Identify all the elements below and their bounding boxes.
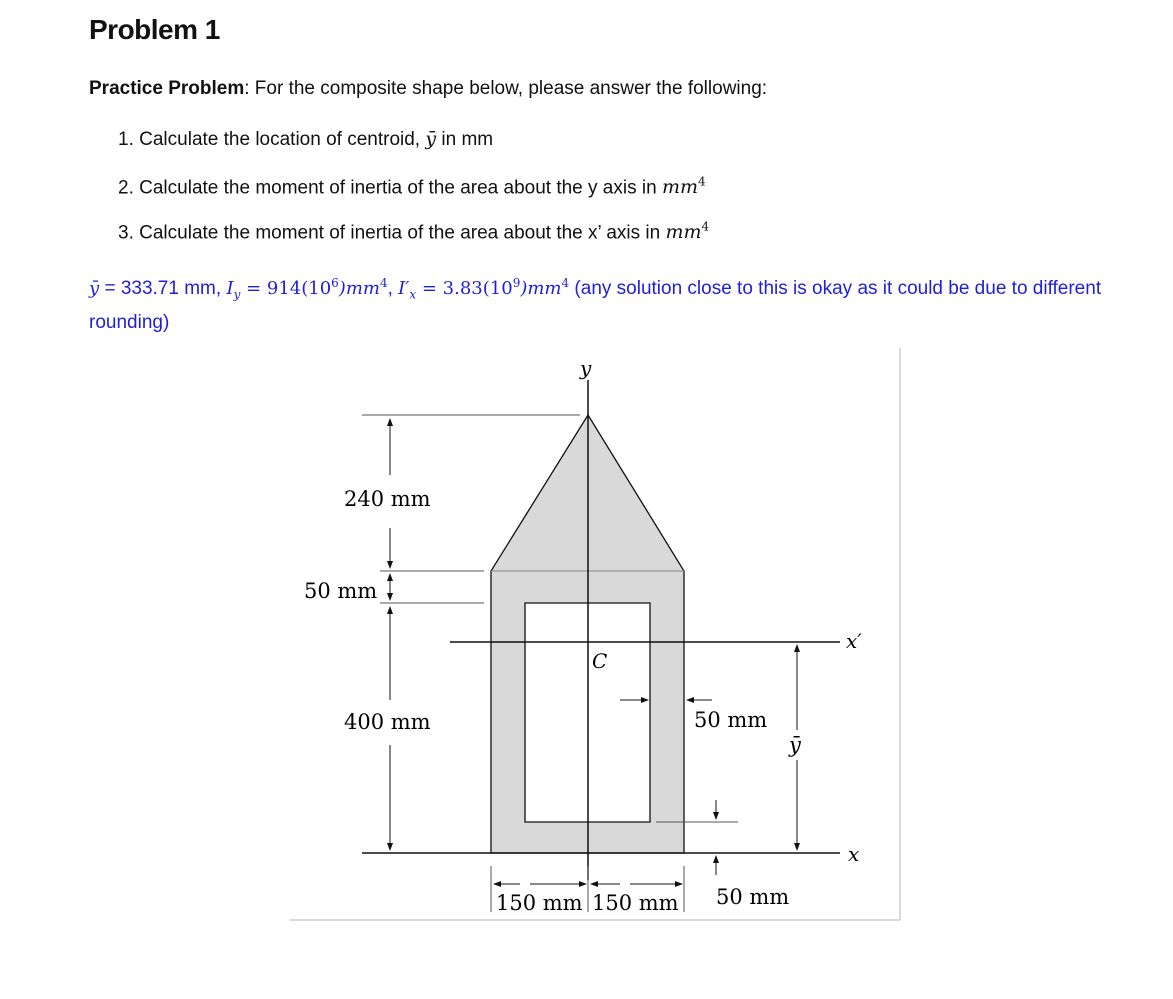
answer-text: ȳ = 333.71 mm, $I_y = 914(10^6)mm^4$, $I'_x = 3.83(10^9)mm^4$ (any solution close to this is okay as it could be due to different rounding) bbox=[89, 276, 1102, 333]
question-text: Calculate the moment of inertia of the area about the y axis in bbox=[139, 177, 657, 199]
intro-body: : For the composite shape below, please answer the following: bbox=[244, 78, 768, 99]
ix-unit: )mm bbox=[520, 278, 562, 299]
question-number: 3. bbox=[118, 222, 134, 244]
ix-value: = 3.83(10 bbox=[416, 278, 513, 299]
iy-exponent: 6 bbox=[331, 276, 339, 290]
math-ybar: ȳ bbox=[425, 128, 437, 150]
question-text: Calculate the moment of inertia of the area about the x’ axis in bbox=[139, 222, 661, 244]
question-number: 1. bbox=[118, 129, 134, 150]
unit-text: mm bbox=[661, 176, 698, 199]
question-tail: in mm bbox=[441, 129, 494, 150]
x-axis-label: x bbox=[848, 842, 860, 866]
page-title: Problem 1 bbox=[89, 14, 220, 45]
dim-50-right-label: 50 mm bbox=[694, 708, 768, 732]
answer-note: (any solution close to this is okay as it could be due to different rounding) bbox=[89, 278, 1102, 333]
unit-exponent: 4 bbox=[698, 175, 706, 189]
ix-symbol: I′ bbox=[398, 278, 410, 299]
x-prime-axis-label: x′ bbox=[846, 629, 862, 653]
iy-unit: )mm bbox=[338, 278, 380, 299]
answer-ybar-value: = 333.71 mm, bbox=[99, 278, 227, 299]
unit-exponent: 4 bbox=[701, 220, 710, 234]
question-text: Calculate the location of centroid, bbox=[139, 129, 421, 150]
iy-unit-exponent: 4 bbox=[379, 276, 388, 290]
question-number: 2. bbox=[118, 177, 134, 199]
ix-subscript: x bbox=[409, 287, 417, 302]
y-axis-label: y bbox=[580, 356, 592, 380]
dim-400-label: 400 mm bbox=[344, 710, 431, 734]
dim-ybar-label: ȳ bbox=[789, 733, 801, 757]
ix-exponent: 9 bbox=[512, 276, 521, 290]
iy-value: = 914(10 bbox=[240, 278, 332, 299]
dim-50-bottom-label: 50 mm bbox=[716, 885, 790, 909]
centroid-label: C bbox=[592, 649, 608, 673]
iy-symbol: I bbox=[226, 278, 234, 299]
dim-150-right-label: 150 mm bbox=[592, 891, 679, 915]
ix-unit-exponent: 4 bbox=[561, 276, 570, 290]
answer-ybar-symbol: ȳ bbox=[89, 278, 100, 299]
dim-50-left-label: 50 mm bbox=[304, 579, 378, 603]
dim-240-label: 240 mm bbox=[344, 487, 431, 511]
dim-150-left-label: 150 mm bbox=[496, 891, 583, 915]
iy-subscript: y bbox=[233, 287, 241, 302]
intro-label: Practice Problem bbox=[89, 78, 245, 99]
unit-text: mm bbox=[665, 221, 702, 244]
